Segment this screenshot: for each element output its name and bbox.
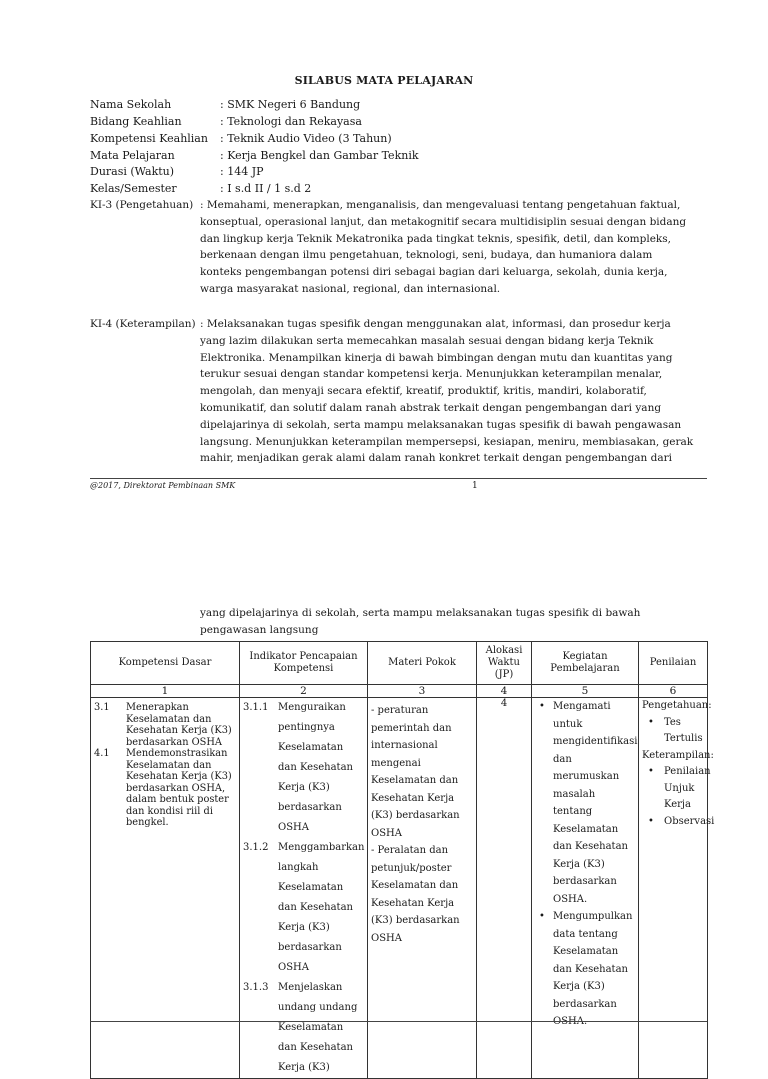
- cell-alokasi-waktu: 4: [477, 698, 532, 1079]
- ki3-line: dan lingkup kerja Teknik Mekatronika pada tingkat teknis, spesifik, detil, dan kompleks,: [200, 232, 672, 245]
- column-number: 5: [532, 685, 639, 698]
- ki4-line: mengolah, dan menyaji secara efektif, kreatif, produktif, kritis, mandiri, kolaboratif,: [200, 385, 647, 398]
- kd-number: 3.1: [94, 702, 110, 713]
- meta-label: Durasi (Waktu): [90, 165, 175, 178]
- meta-label: Mata Pelajaran: [90, 149, 175, 162]
- page-bottom-divider: [90, 1021, 707, 1022]
- header-kompetensi-dasar: Kompetensi Dasar: [91, 642, 240, 685]
- ki4-line: Elektronika. Menampilkan kinerja di bawah bimbingan dengan mutu dan kuantitas yang: [200, 351, 673, 364]
- meta-value: : I s.d II / 1 s.d 2: [220, 182, 312, 195]
- document-title: SILABUS MATA PELAJARAN: [294, 74, 474, 87]
- indikator-item: [243, 978, 364, 1078]
- indikator-text: Menggambarkan langkah Keselamatan dan Kesehatan Kerja (K3) berdasarkan OSHA: [278, 842, 365, 973]
- ki4-line: mahir, menjadikan gerak alami dalam ranah konkret terkait dengan pengembangan dari: [200, 452, 673, 465]
- ki4-line: langsung. Menunjukkan keterampilan mempersepsi, kesiapan, meniru, membiasakan, gerak: [200, 435, 694, 448]
- kd-text: Mendemonstrasikan Keselamatan dan Kesehatan Kerja (K3) berdasarkan OSHA, dalam bentuk poster dan kondisi riil di bengkel.: [126, 748, 232, 828]
- penilaian-pengetahuan-label: Pengetahuan:: [642, 700, 712, 711]
- ki4-line: yang lazim dilakukan serta memecahkan masalah sesuai dengan bidang kerja Teknik: [200, 334, 654, 347]
- penilaian-item: • Tes Tertulis: [642, 715, 704, 748]
- footer-divider: [90, 478, 707, 479]
- materi-item: - peraturan pemerintah dan internasional mengenai Keselamatan dan Kesehatan Kerja (K3) berdasarkan OSHA: [371, 705, 460, 839]
- indikator-number: 3.1.1: [243, 702, 269, 713]
- indikator-item: [243, 698, 364, 838]
- indikator-item: [243, 838, 364, 978]
- footer-copyright: @2017, Direktorat Pembinaan SMK: [90, 481, 236, 490]
- ki3-label: KI-3 (Pengetahuan): [90, 199, 194, 211]
- header-indikator: Indikator Pencapaian Kompetensi: [240, 642, 368, 685]
- penilaian-keterampilan-list: [642, 764, 715, 830]
- header-materi-pokok: Materi Pokok: [368, 642, 477, 685]
- kd-item: [94, 748, 236, 829]
- column-number: 3: [368, 685, 477, 698]
- table-header-row: [91, 642, 708, 685]
- continuation-line: pengawasan langsung: [200, 624, 319, 636]
- kegiatan-item: • Mengumpulkan data tentang Keselamatan dan Kesehatan Kerja (K3) berdasarkan OSHA.: [535, 908, 635, 1031]
- penilaian-keterampilan-label: Keterampilan:: [642, 749, 714, 761]
- kd-item: [94, 702, 236, 748]
- meta-label: Nama Sekolah: [90, 98, 172, 111]
- ki4-line: terukur sesuai dengan standar kompetensi kerja. Menunjukkan keterampilan menalar,: [200, 368, 663, 381]
- ki3-line: konteks pengembangan potensi diri sebagai bagian dari keluarga, sekolah, dunia kerja,: [200, 266, 668, 279]
- continuation-line: yang dipelajarinya di sekolah, serta mampu melaksanakan tugas spesifik di bawah: [200, 607, 641, 619]
- meta-value: : SMK Negeri 6 Bandung: [220, 98, 361, 111]
- meta-label: Bidang Keahlian: [90, 115, 182, 128]
- header-kegiatan: Kegiatan Pembelajaran: [532, 642, 639, 685]
- meta-label: Kelas/Semester: [90, 182, 177, 195]
- penilaian-item: • Observasi: [642, 814, 704, 831]
- meta-value: : Teknologi dan Rekayasa: [220, 115, 362, 128]
- syllabus-table: [90, 641, 715, 1079]
- ki4-line: dipelajarinya di sekolah, serta mampu melaksanakan tugas spesifik di bawah pengawasan: [200, 418, 682, 431]
- ki4-line: : Melaksanakan tugas spesifik dengan menggunakan alat, informasi, dan prosedur kerja: [200, 318, 671, 330]
- column-number: 1: [91, 685, 240, 698]
- ki3-line: konseptual, operasional lanjut, dan metakognitif secara multidisiplin sesuai dengan bidang: [200, 215, 687, 228]
- ki4-text: [200, 316, 720, 467]
- meta-value: : Kerja Bengkel dan Gambar Teknik: [220, 149, 419, 162]
- column-number: 2: [240, 685, 368, 698]
- ki3-line: : Memahami, menerapkan, menganalisis, dan mengevaluasi tentang pengetahuan faktual,: [200, 199, 681, 211]
- kd-text: Menerapkan Keselamatan dan Kesehatan Kerja (K3) berdasarkan OSHA: [126, 702, 232, 748]
- ki3-line: berkenaan dengan ilmu pengetahuan, teknologi, seni, budaya, dan humaniora dalam: [200, 249, 653, 262]
- header-alokasi-waktu: Alokasi Waktu (JP): [477, 642, 532, 685]
- ki4-label: KI-4 (Keterampilan): [90, 318, 196, 330]
- meta-label: Kompetensi Keahlian: [90, 132, 208, 145]
- penilaian-item: • Penilaian Unjuk Kerja: [642, 764, 704, 814]
- kegiatan-list: [535, 698, 638, 1031]
- meta-value: : 144 JP: [220, 165, 264, 178]
- column-number: 6: [639, 685, 708, 698]
- indikator-number: 3.1.2: [243, 842, 269, 853]
- kegiatan-item: • Mengamati untuk mengidentifikasi dan merumuskan masalah tentang Keselamatan dan Kesehatan Kerja (K3) berdasarkan OSHA.: [535, 698, 635, 908]
- ki3-text: [200, 197, 720, 298]
- materi-item: - Peralatan dan petunjuk/poster Keselamatan dan Kesehatan Kerja (K3) berdasarkan OSHA: [371, 845, 460, 944]
- table-number-row: [91, 685, 708, 698]
- meta-value: : Teknik Audio Video (3 Tahun): [220, 132, 392, 145]
- ki3-line: warga masyarakat nasional, regional, dan internasional.: [200, 282, 501, 295]
- indikator-text: Menguraikan pentingnya Keselamatan dan Kesehatan Kerja (K3) berdasarkan OSHA: [278, 702, 353, 833]
- column-number: 4: [477, 685, 532, 698]
- page-number: 1: [472, 481, 478, 491]
- penilaian-pengetahuan-list: [642, 715, 704, 748]
- kd-number: 4.1: [94, 748, 110, 759]
- ki4-line: komunikatif, dan solutif dalam ranah abstrak terkait dengan pengembangan dari yang: [200, 401, 662, 414]
- indikator-text: Menjelaskan undang undang Keselamatan dan Kesehatan Kerja (K3): [278, 982, 358, 1073]
- header-penilaian: Penilaian: [639, 642, 708, 685]
- indikator-number: 3.1.3: [243, 982, 269, 993]
